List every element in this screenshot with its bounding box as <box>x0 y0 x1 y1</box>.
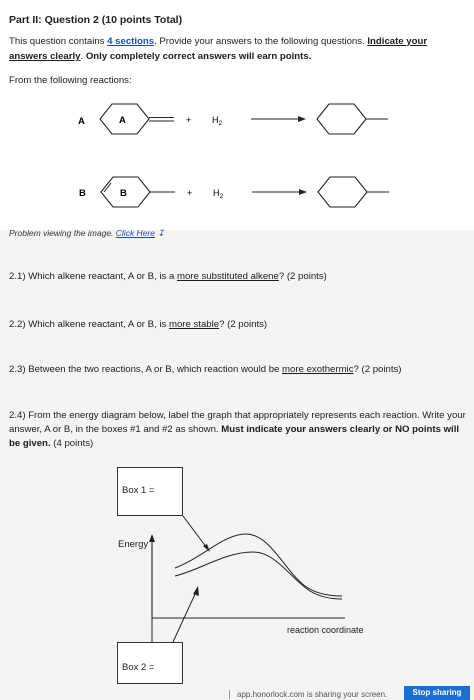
screen-share-message: app.honorlock.com is sharing your screen. <box>237 690 388 699</box>
product-a-ring <box>317 104 366 134</box>
stop-sharing-button[interactable]: Stop sharing <box>404 686 470 700</box>
reaction-a-label: A <box>78 116 85 127</box>
question-instructions: This question contains 4 sections. Provide your answers to the following questions. Indicate your answers clearly. Only completely correct answers will earn points. <box>9 36 428 62</box>
ring-a-letter: A <box>119 115 126 126</box>
click-here-link[interactable]: Click Here <box>115 228 155 238</box>
box2-pointer-line <box>173 592 196 642</box>
energy-diagram <box>0 460 474 685</box>
energy-label: Energy <box>118 539 149 550</box>
plus-sign-a: + <box>186 115 192 125</box>
sections-link: 4 sections <box>107 36 155 47</box>
reactions-intro: From the following reactions: <box>9 75 132 86</box>
box1-pointer-line <box>183 516 207 548</box>
question-2-4: 2.4) From the energy diagram below, label the graph that appropriately represents each reaction. Write your answer, A or B, in the boxes #1 and #2 as shown. Must indicate your answers clearly or NO points will be given. (4 points) <box>9 410 466 449</box>
product-b-ring <box>318 177 367 207</box>
question-title: Part II: Question 2 (10 points Total) <box>9 14 183 26</box>
reaction-scheme <box>0 90 474 222</box>
h2-b: $H_2$ <box>213 188 224 200</box>
question-2-2: 2.2) Which alkene reactant, A or B, is more stable? (2 points) <box>9 319 268 330</box>
energy-curve-1 <box>175 534 342 596</box>
drag-handle-icon[interactable] <box>229 690 230 699</box>
question-2-1: 2.1) Which alkene reactant, A or B, is a more substituted alkene? (2 points) <box>9 271 327 282</box>
reaction-b-label: B <box>79 188 86 199</box>
plus-sign-b: + <box>187 188 193 198</box>
ring-b-letter: B <box>120 188 127 199</box>
reaction-coordinate-label: reaction coordinate <box>287 625 364 635</box>
answer-box-1[interactable]: Box 1 = <box>117 467 183 516</box>
download-arrow-icon: ↧ <box>157 228 165 238</box>
image-help-note: Problem viewing the image. Click Here ↧ <box>9 228 165 238</box>
answer-box-2[interactable]: Box 2 = <box>117 642 183 684</box>
question-2-3: 2.3) Between the two reactions, A or B, which reaction would be more exothermic? (2 points) <box>9 364 402 375</box>
h2-a: $H_2$ <box>212 115 223 127</box>
